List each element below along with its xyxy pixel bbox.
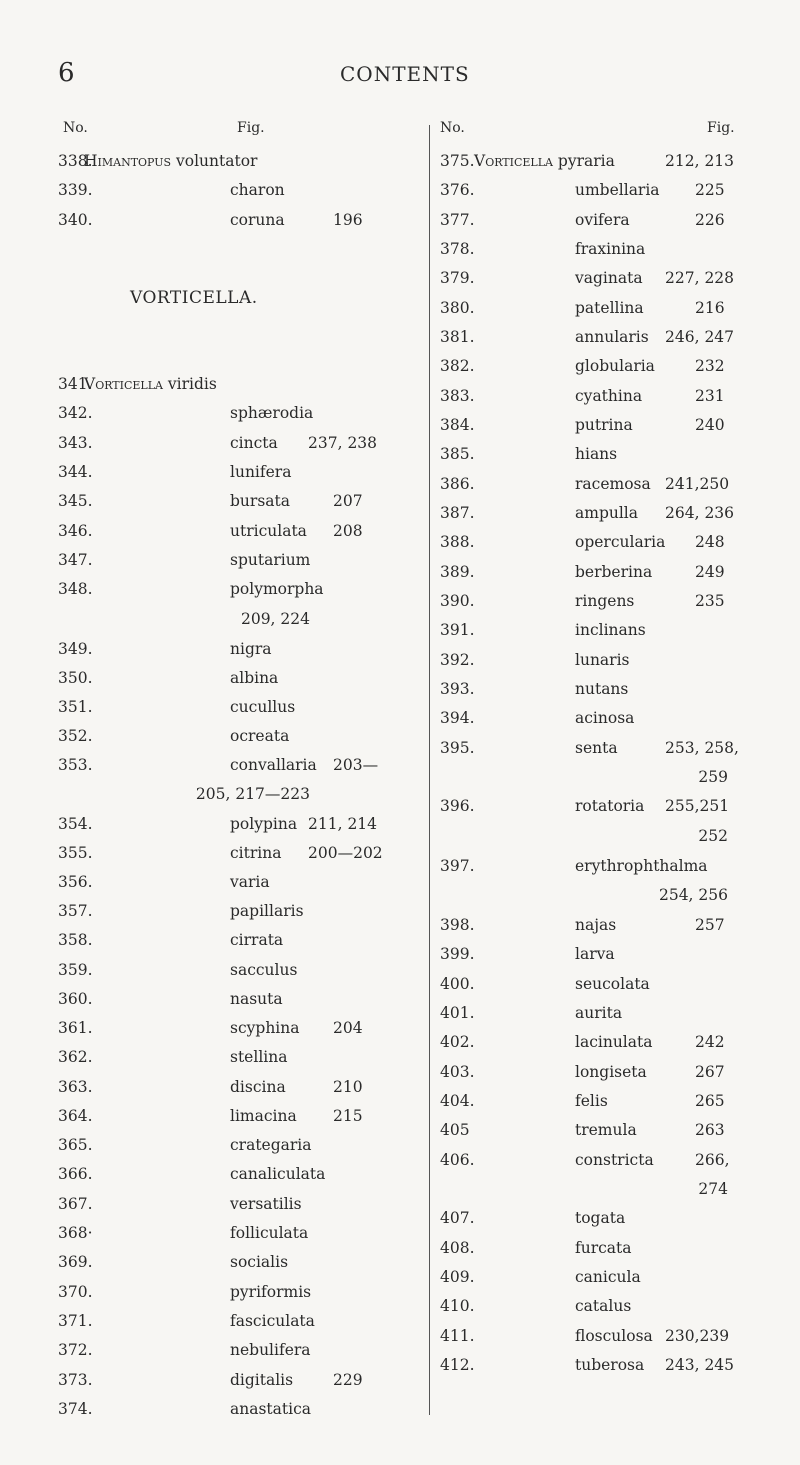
- entry-number: 370.: [58, 1283, 93, 1301]
- list-item: [58, 640, 418, 666]
- list-item: [440, 1268, 780, 1294]
- species-name: patellina: [575, 299, 644, 317]
- figure-reference: 248: [695, 533, 725, 551]
- species-name: charon: [230, 181, 285, 199]
- list-item: [440, 299, 780, 325]
- entry-number: 343.: [58, 434, 93, 452]
- list-item: [58, 844, 418, 870]
- figure-reference: 231: [695, 387, 725, 405]
- entry-number: 393.: [440, 680, 475, 698]
- figure-reference: 232: [695, 357, 725, 375]
- species-name: longiseta: [575, 1063, 647, 1081]
- species-name: catalus: [575, 1297, 632, 1315]
- entry-number: 359.: [58, 961, 93, 979]
- species-name: albina: [230, 669, 279, 687]
- entry-number: 380.: [440, 299, 475, 317]
- figure-reference: 207: [333, 492, 363, 510]
- genus-name: Himantopus: [84, 152, 172, 170]
- species-name: pyriformis: [230, 1283, 312, 1301]
- entry-number: 373.: [58, 1371, 93, 1389]
- page-number: 6: [58, 58, 75, 88]
- list-item: [58, 1165, 418, 1191]
- list-item: [58, 404, 418, 430]
- species-name: cyathina: [575, 387, 643, 405]
- entry-number: 384.: [440, 416, 475, 434]
- species-name: rotatoria: [575, 797, 645, 815]
- species-name: polymorpha: [230, 580, 324, 598]
- species-name: lunifera: [230, 463, 292, 481]
- list-item: [58, 931, 418, 957]
- species-name: [474, 152, 615, 170]
- list-item: [58, 463, 418, 489]
- species-name: utriculata: [230, 522, 307, 540]
- entry-number: 394.: [440, 709, 475, 727]
- figure-reference: 203—: [333, 756, 379, 774]
- figure-reference: 264, 236: [665, 504, 735, 522]
- entry-number: 365.: [58, 1136, 93, 1154]
- species-name: lacinulata: [575, 1033, 653, 1051]
- entry-number: 402.: [440, 1033, 475, 1051]
- species-name: socialis: [230, 1253, 289, 1271]
- species-name: tuberosa: [575, 1356, 645, 1374]
- list-item: [440, 563, 780, 589]
- list-item: [440, 328, 780, 354]
- list-item: [440, 1209, 780, 1235]
- figure-reference: 266,: [695, 1151, 730, 1169]
- entry-number: 377.: [440, 211, 475, 229]
- entry-number: 356.: [58, 873, 93, 891]
- entry-number: 345.: [58, 492, 93, 510]
- list-item: [58, 1224, 418, 1250]
- species-name: larva: [575, 945, 615, 963]
- species-name: erythrophthalma: [575, 857, 708, 875]
- entry-number: 407.: [440, 1209, 475, 1227]
- figure-reference: 265: [695, 1092, 725, 1110]
- figure-reference: 240: [695, 416, 725, 434]
- figure-reference: 257: [695, 916, 725, 934]
- entry-number: 362.: [58, 1048, 93, 1066]
- list-item: [440, 739, 780, 765]
- running-title: CONTENTS: [340, 62, 470, 86]
- species-name: acinosa: [575, 709, 635, 727]
- list-item: [58, 1312, 418, 1338]
- species-epithet: voluntator: [171, 152, 258, 170]
- entry-number: 395.: [440, 739, 475, 757]
- figure-reference: 246, 247: [665, 328, 735, 346]
- list-item: [440, 240, 780, 266]
- figure-reference: 226: [695, 211, 725, 229]
- figure-reference: 229: [333, 1371, 363, 1389]
- figure-reference: 242: [695, 1033, 725, 1051]
- species-name: berberina: [575, 563, 653, 581]
- figure-reference: 211, 214: [308, 815, 378, 833]
- entry-number: 382.: [440, 357, 475, 375]
- entry-number: 369.: [58, 1253, 93, 1271]
- figure-reference: 200—202: [308, 844, 383, 862]
- list-item: [440, 533, 780, 559]
- figure-reference: 253, 258,: [665, 739, 739, 757]
- entry-number: 351.: [58, 698, 93, 716]
- entry-number: 346.: [58, 522, 93, 540]
- figure-reference: 230,239: [665, 1327, 730, 1345]
- list-item: [440, 680, 780, 706]
- species-name: sacculus: [230, 961, 298, 979]
- entry-number: 339.: [58, 181, 93, 199]
- list-item: [58, 1019, 418, 1045]
- genus-name: Vorticella: [84, 375, 163, 393]
- list-item: [440, 651, 780, 677]
- entry-number: 340.: [58, 211, 93, 229]
- entry-number: 397.: [440, 857, 475, 875]
- list-item: [58, 961, 418, 987]
- entry-number: 358.: [58, 931, 93, 949]
- list-item: [58, 522, 418, 548]
- species-name: hians: [575, 445, 618, 463]
- entry-number: 379.: [440, 269, 475, 287]
- list-item: [58, 698, 418, 724]
- list-item: [58, 181, 418, 207]
- list-item: [58, 1283, 418, 1309]
- species-name: crategaria: [230, 1136, 312, 1154]
- species-name: fasciculata: [230, 1312, 315, 1330]
- species-name: nigra: [230, 640, 272, 658]
- entry-number: 383.: [440, 387, 475, 405]
- figure-continuation: 274: [698, 1180, 728, 1198]
- list-item: [58, 902, 418, 928]
- list-item: [440, 916, 780, 942]
- list-item: [440, 945, 780, 971]
- figure-reference: 267: [695, 1063, 725, 1081]
- species-name: [84, 152, 257, 170]
- species-name: sputarium: [230, 551, 311, 569]
- species-name: putrina: [575, 416, 633, 434]
- list-item: [58, 727, 418, 753]
- entry-number: 353.: [58, 756, 93, 774]
- list-item: [58, 211, 418, 237]
- species-name: cirrata: [230, 931, 284, 949]
- species-name: nebulifera: [230, 1341, 311, 1359]
- figure-reference: 210: [333, 1078, 363, 1096]
- entry-number: 352.: [58, 727, 93, 745]
- entry-number: 374.: [58, 1400, 93, 1418]
- entry-number: 366.: [58, 1165, 93, 1183]
- entry-number: 400.: [440, 975, 475, 993]
- list-item: [58, 152, 418, 178]
- species-name: sphærodia: [230, 404, 314, 422]
- list-item: [58, 1195, 418, 1221]
- entry-number: 391.: [440, 621, 475, 639]
- right-fig-header: Fig.: [707, 120, 735, 136]
- entry-number: 371.: [58, 1312, 93, 1330]
- species-name: digitalis: [230, 1371, 294, 1389]
- species-name: inclinans: [575, 621, 646, 639]
- species-name: coruna: [230, 211, 285, 229]
- figure-reference: 235: [695, 592, 725, 610]
- list-item: [440, 1327, 780, 1353]
- figure-reference: 204: [333, 1019, 363, 1037]
- entry-number: 387.: [440, 504, 475, 522]
- species-name: convallaria: [230, 756, 317, 774]
- entry-number: 412.: [440, 1356, 475, 1374]
- list-item: [440, 416, 780, 442]
- entry-number: 392.: [440, 651, 475, 669]
- column-divider: [429, 125, 430, 1415]
- species-name: furcata: [575, 1239, 632, 1257]
- entry-number: 399.: [440, 945, 475, 963]
- entry-number: 381.: [440, 328, 475, 346]
- list-item: [440, 709, 780, 735]
- genus-name: Vorticella: [474, 152, 553, 170]
- figure-reference: 215: [333, 1107, 363, 1125]
- species-name: togata: [575, 1209, 626, 1227]
- list-item: [440, 504, 780, 530]
- entry-number: 350.: [58, 669, 93, 687]
- entry-number: 408.: [440, 1239, 475, 1257]
- species-name: najas: [575, 916, 617, 934]
- list-item: [440, 1033, 780, 1059]
- entry-number: 357.: [58, 902, 93, 920]
- list-item: [58, 756, 418, 782]
- entry-number: 364.: [58, 1107, 93, 1125]
- list-item: [58, 873, 418, 899]
- figure-reference: 196: [333, 211, 363, 229]
- species-name: seucolata: [575, 975, 650, 993]
- entry-number: 368·: [58, 1224, 93, 1242]
- entry-number: 367.: [58, 1195, 93, 1213]
- species-name: ampulla: [575, 504, 638, 522]
- right-no-header: No.: [440, 120, 465, 136]
- entry-number: 386.: [440, 475, 475, 493]
- species-name: cincta: [230, 434, 278, 452]
- list-item: [440, 592, 780, 618]
- entry-number: 363.: [58, 1078, 93, 1096]
- entry-number: 406.: [440, 1151, 475, 1169]
- entry-number: 396.: [440, 797, 475, 815]
- species-name: umbellaria: [575, 181, 660, 199]
- species-name: nasuta: [230, 990, 283, 1008]
- figure-reference: 225: [695, 181, 725, 199]
- list-item: [58, 434, 418, 460]
- entry-number: 355.: [58, 844, 93, 862]
- entry-number: 348.: [58, 580, 93, 598]
- left-fig-header: Fig.: [237, 120, 265, 136]
- species-name: [84, 375, 217, 393]
- list-item: [440, 1092, 780, 1118]
- list-item: [440, 387, 780, 413]
- species-name: folliculata: [230, 1224, 309, 1242]
- list-item: [440, 1004, 780, 1030]
- species-name: felis: [575, 1092, 608, 1110]
- list-item: [440, 1356, 780, 1382]
- species-name: ovifera: [575, 211, 630, 229]
- list-item: [58, 815, 418, 841]
- entry-number: 349.: [58, 640, 93, 658]
- entry-number: 342.: [58, 404, 93, 422]
- list-item: [440, 445, 780, 471]
- figure-reference: 208: [333, 522, 363, 540]
- figure-reference: 216: [695, 299, 725, 317]
- figure-continuation: 205, 217—223: [195, 785, 310, 803]
- species-name: discina: [230, 1078, 286, 1096]
- species-name: opercularia: [575, 533, 666, 551]
- page-header: [0, 58, 800, 98]
- list-item: [58, 1371, 418, 1397]
- list-item: [440, 857, 780, 883]
- figure-reference: 237, 238: [308, 434, 378, 452]
- entry-number: 378.: [440, 240, 475, 258]
- list-item: [440, 621, 780, 647]
- list-item: [58, 580, 418, 606]
- figure-reference: 241,250: [665, 475, 730, 493]
- species-name: globularia: [575, 357, 655, 375]
- species-epithet: pyraria: [552, 152, 615, 170]
- species-name: aurita: [575, 1004, 623, 1022]
- species-name: papillaris: [230, 902, 304, 920]
- list-item: [440, 1121, 780, 1147]
- list-item: [440, 269, 780, 295]
- species-name: bursata: [230, 492, 290, 510]
- list-item: [440, 475, 780, 501]
- entry-number: 375.: [440, 152, 475, 170]
- species-name: anastatica: [230, 1400, 311, 1418]
- list-item: [58, 990, 418, 1016]
- species-name: versatilis: [230, 1195, 302, 1213]
- entry-number: 403.: [440, 1063, 475, 1081]
- list-item: [58, 1341, 418, 1367]
- species-name: scyphina: [230, 1019, 300, 1037]
- list-item: [440, 1239, 780, 1265]
- entry-number: 388.: [440, 533, 475, 551]
- list-item: [58, 1136, 418, 1162]
- entry-number: 404.: [440, 1092, 475, 1110]
- species-name: ocreata: [230, 727, 290, 745]
- entry-number: 405: [440, 1121, 470, 1139]
- entry-number: 389.: [440, 563, 475, 581]
- species-name: constricta: [575, 1151, 654, 1169]
- entry-number: 341.: [58, 375, 93, 393]
- species-epithet: viridis: [162, 375, 217, 393]
- list-item: [58, 1107, 418, 1133]
- list-item: [58, 492, 418, 518]
- species-name: limacina: [230, 1107, 297, 1125]
- list-item: [58, 669, 418, 695]
- species-name: annularis: [575, 328, 649, 346]
- species-name: racemosa: [575, 475, 651, 493]
- entry-number: 344.: [58, 463, 93, 481]
- entry-number: 361.: [58, 1019, 93, 1037]
- list-item: [58, 1400, 418, 1426]
- figure-continuation: 259: [698, 768, 728, 786]
- entry-number: 360.: [58, 990, 93, 1008]
- list-item: [440, 797, 780, 823]
- species-name: polypina: [230, 815, 298, 833]
- figure-continuation: 252: [698, 827, 728, 845]
- entry-number: 401.: [440, 1004, 475, 1022]
- list-item: [58, 1048, 418, 1074]
- species-name: stellina: [230, 1048, 288, 1066]
- figure-reference: 212, 213: [665, 152, 735, 170]
- entry-number: 385.: [440, 445, 475, 463]
- list-item: [58, 375, 418, 401]
- entry-number: 411.: [440, 1327, 475, 1345]
- species-name: vaginata: [575, 269, 643, 287]
- entry-number: 410.: [440, 1297, 475, 1315]
- list-item: [440, 1297, 780, 1323]
- entry-number: 409.: [440, 1268, 475, 1286]
- entry-number: 347.: [58, 551, 93, 569]
- entry-number: 338.: [58, 152, 93, 170]
- species-name: cucullus: [230, 698, 296, 716]
- entry-number: 390.: [440, 592, 475, 610]
- species-name: ringens: [575, 592, 635, 610]
- entry-number: 376.: [440, 181, 475, 199]
- list-item: [440, 1151, 780, 1177]
- list-item: [440, 211, 780, 237]
- entry-number: 354.: [58, 815, 93, 833]
- figure-reference: 263: [695, 1121, 725, 1139]
- list-item: [440, 357, 780, 383]
- list-item: [58, 1078, 418, 1104]
- list-item: [58, 551, 418, 577]
- section-title: VORTICELLA.: [130, 288, 258, 308]
- species-name: canicula: [575, 1268, 641, 1286]
- entry-number: 372.: [58, 1341, 93, 1359]
- entry-number: 398.: [440, 916, 475, 934]
- species-name: varia: [230, 873, 270, 891]
- figure-reference: 243, 245: [665, 1356, 735, 1374]
- list-item: [440, 975, 780, 1001]
- list-item: [440, 1063, 780, 1089]
- list-item: [440, 152, 780, 178]
- species-name: citrina: [230, 844, 282, 862]
- species-name: flosculosa: [575, 1327, 653, 1345]
- figure-continuation: 209, 224: [240, 610, 310, 628]
- species-name: fraxinina: [575, 240, 646, 258]
- species-name: senta: [575, 739, 618, 757]
- list-item: [440, 181, 780, 207]
- species-name: canaliculata: [230, 1165, 326, 1183]
- species-name: tremula: [575, 1121, 637, 1139]
- species-name: lunaris: [575, 651, 630, 669]
- figure-reference: 255,251: [665, 797, 730, 815]
- species-name: nutans: [575, 680, 629, 698]
- figure-reference: 249: [695, 563, 725, 581]
- figure-reference: 227, 228: [665, 269, 735, 287]
- figure-continuation: 254, 256: [658, 886, 728, 904]
- list-item: [58, 1253, 418, 1279]
- left-no-header: No.: [63, 120, 88, 136]
